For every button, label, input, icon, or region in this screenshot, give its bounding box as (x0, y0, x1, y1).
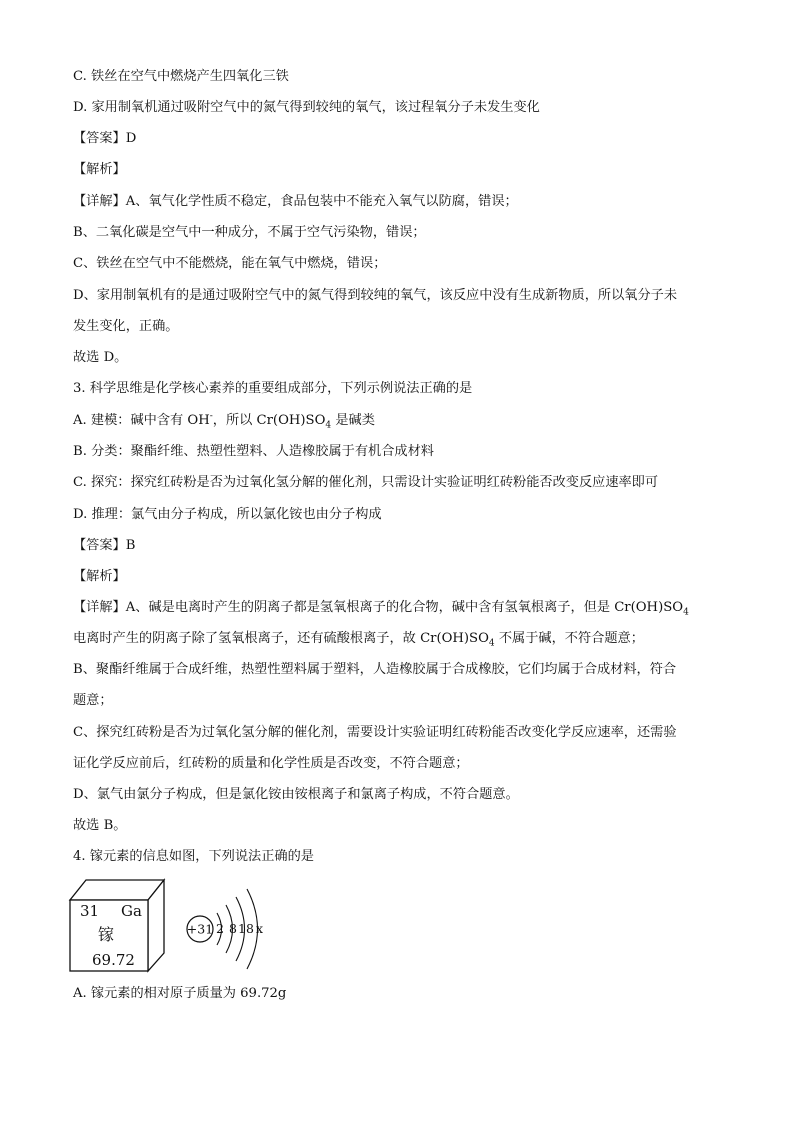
q3-answer-label: 【答案】B (73, 538, 136, 553)
detail-b: B、二氧化碳是空气中一种成分，不属于空气污染物，错误； (73, 225, 426, 240)
analysis-label: 【解析】 (73, 162, 126, 177)
q3-detail-a-cont: 电离时产生的阴离子除了氢氧根离子，还有硫酸根离子，故 $Cr(OH)SO_4$ 不属于碱，不符合题意； (73, 631, 644, 649)
q3-detail-c: C、探究红砖粉是否为过氧化氢分解的催化剂，需要设计实验证明红砖粉能否改变化学反应速率，还需验 (73, 725, 677, 740)
shell-count-2: 8 (229, 921, 237, 936)
q3-option-d: D. 推理：氯气由分子构成，所以氯化铵也由分子构成 (73, 507, 382, 522)
nucleus-charge: +31 (186, 921, 214, 937)
atomic-number: 31 (80, 902, 100, 920)
answer-label: 【答案】D (73, 131, 137, 146)
question-4: 4. 镓元素的信息如图，下列说法正确的是 (73, 849, 314, 864)
q3-option-c: C. 探究：探究红砖粉是否为过氧化氢分解的催化剂，只需设计实验证明红砖粉能否改变反应速率即可 (73, 475, 659, 490)
q3-detail-a: 【详解】A、碱是电离时产生的阴离子都是氢氧根离子的化合物，碱中含有氢氧根离子，但是 $Cr(OH)SO_4$ (73, 600, 689, 618)
detail-a: 【详解】A、氧气化学性质不稳定，食品包装中不能充入氧气以防腐，错误； (73, 194, 518, 209)
q3-detail-b: B、聚酯纤维属于合成纤维，热塑性塑料属于塑料，人造橡胶属于合成橡胶，它们均属于合成材料，符合 (73, 662, 677, 677)
shell-count-4: x (256, 921, 264, 936)
conclusion: 故选 D。 (73, 350, 128, 365)
shell-count-3: 18 (238, 921, 254, 936)
question-3: 3. 科学思维是化学核心素养的重要组成部分，下列示例说法正确的是 (73, 381, 473, 396)
option-c: C. 铁丝在空气中燃烧产生四氧化三铁 (73, 69, 289, 84)
q3-detail-c-cont: 证化学反应前后，红砖粉的质量和化学性质是否改变，不符合题意； (73, 756, 469, 771)
atomic-mass: 69.72 (92, 951, 135, 969)
element-symbol: Ga (121, 902, 142, 920)
detail-c: C、铁丝在空气中不能燃烧，能在氧气中燃烧，错误； (73, 256, 387, 271)
detail-d-cont: 发生变化，正确。 (73, 319, 179, 334)
q3-detail-d: D、氯气由氯分子构成，但是氯化铵由铵根离子和氯离子构成，不符合题意。 (73, 787, 519, 802)
element-name: 镓 (98, 925, 115, 944)
q3-option-b: B. 分类：聚酯纤维、热塑性塑料、人造橡胶属于有机合成材料 (73, 444, 434, 459)
shell-count-1: 2 (216, 921, 224, 936)
q3-detail-b-cont: 题意； (73, 693, 113, 708)
option-d: D. 家用制氧机通过吸附空气中的氮气得到较纯的氧气，该过程氧分子未发生变化 (73, 100, 540, 115)
gallium-figure (66, 874, 306, 974)
q3-option-a: A. 建模：碱中含有 OH-，所以 $Cr(OH)SO_4$ 是碱类 (73, 411, 375, 431)
atomic-structure-diagram (187, 889, 263, 969)
q3-analysis-label: 【解析】 (73, 569, 126, 584)
q4-option-a: A. 镓元素的相对原子质量为 69.72g (73, 986, 287, 1001)
q3-conclusion: 故选 B。 (73, 818, 127, 833)
detail-d: D、家用制氧机有的是通过吸附空气中的氮气得到较纯的氧气，该反应中没有生成新物质，所以氧分子未 (73, 288, 678, 303)
